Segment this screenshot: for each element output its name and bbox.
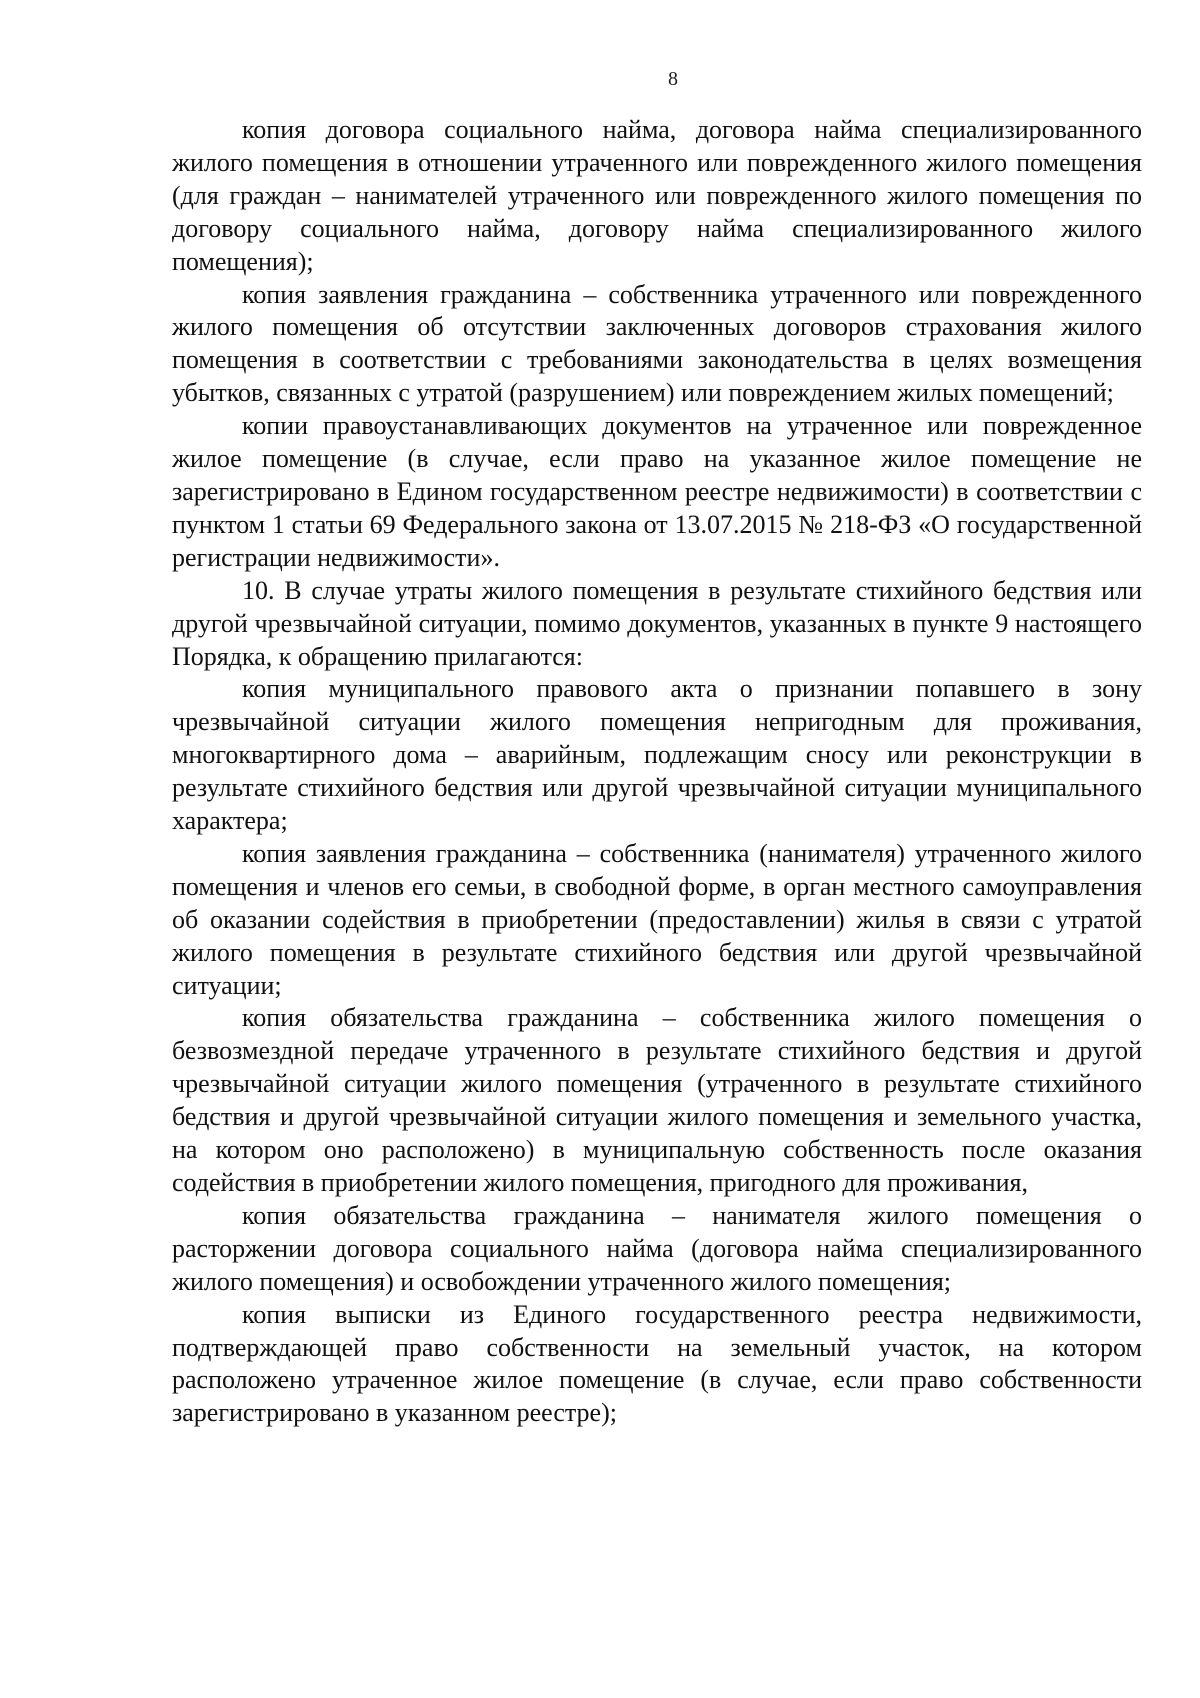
paragraph-municipal-act: копия муниципального правового акта о признании попавшего в зону чрезвычайной ситуации жилого помещения непригодным для проживания, многоквартирного дома – аварийным, подлежащим сносу или реконструкции в результате стихийного бедствия или другой чрезвычайной ситуации муниципального характера; [172, 674, 1142, 836]
paragraph-title-documents: копии правоустанавливающих документов на утраченное или поврежденное жилое помещение (в случае, если право на указанное жилое помещение не зарегистрировано в Едином государственном реестре недвижимости) в соответствии с пунктом 1 статьи 69 Федерального закона от 13.07.2015 № 218-ФЗ «О государственной регистрации недвижимости». [172, 411, 1142, 572]
document-body [172, 114, 1142, 1430]
paragraph-owner-obligation: копия обязательства гражданина – собственника жилого помещения о безвозмездной передаче утраченного в результате стихийного бедствия и другой чрезвычайной ситуации жилого помещения (утраченного в результате стихийного бедствия и другой чрезвычайной ситуации жилого помещения и земельного участка, на котором оно расположено) в муниципальную собственность после оказания содействия в приобретении жилого помещения, пригодного для проживания, [172, 1003, 1142, 1197]
paragraph-social-lease-copy: копия договора социального найма, договора найма специализированного жилого помещения в отношении утраченного или поврежденного жилого помещения (для граждан – нанимателей утраченного или поврежденного жилого помещения по договору социального найма, договору найма специализированного жилого помещения); [172, 115, 1142, 276]
paragraph-item-10: 10. В случае утраты жилого помещения в результате стихийного бедствия или другой чрезвычайной ситуации, помимо документов, указанных в пункте 9 настоящего Порядка, к обращению прилагаются: [172, 575, 1142, 671]
paragraph-insurance-statement: копия заявления гражданина – собственника утраченного или поврежденного жилого помещения об отсутствии заключенных договоров страхования жилого помещения в соответствии с требованиями законодательства в целях возмещения убытков, связанных с утратой (разрушением) или повреждением жилых помещений; [172, 279, 1142, 408]
paragraph-citizen-application: копия заявления гражданина – собственника (нанимателя) утраченного жилого помещения и членов его семьи, в свободной форме, в орган местного самоуправления об оказании содействия в приобретении (предоставлении) жилья в связи с утратой жилого помещения в результате стихийного бедствия или другой чрезвычайной ситуации; [172, 838, 1142, 1000]
paragraph-tenant-obligation: копия обязательства гражданина – нанимателя жилого помещения о расторжении договора социального найма (договора найма специализированного жилого помещения) и освобождении утраченного жилого помещения; [172, 1200, 1142, 1296]
paragraph-registry-extract: копия выписки из Единого государственного реестра недвижимости, подтверждающей право собственности на земельный участок, на котором расположено утраченное жилое помещение (в случае, если право собственности зарегистрировано в указанном реестре); [172, 1299, 1142, 1428]
page-number: 8 [668, 68, 678, 90]
